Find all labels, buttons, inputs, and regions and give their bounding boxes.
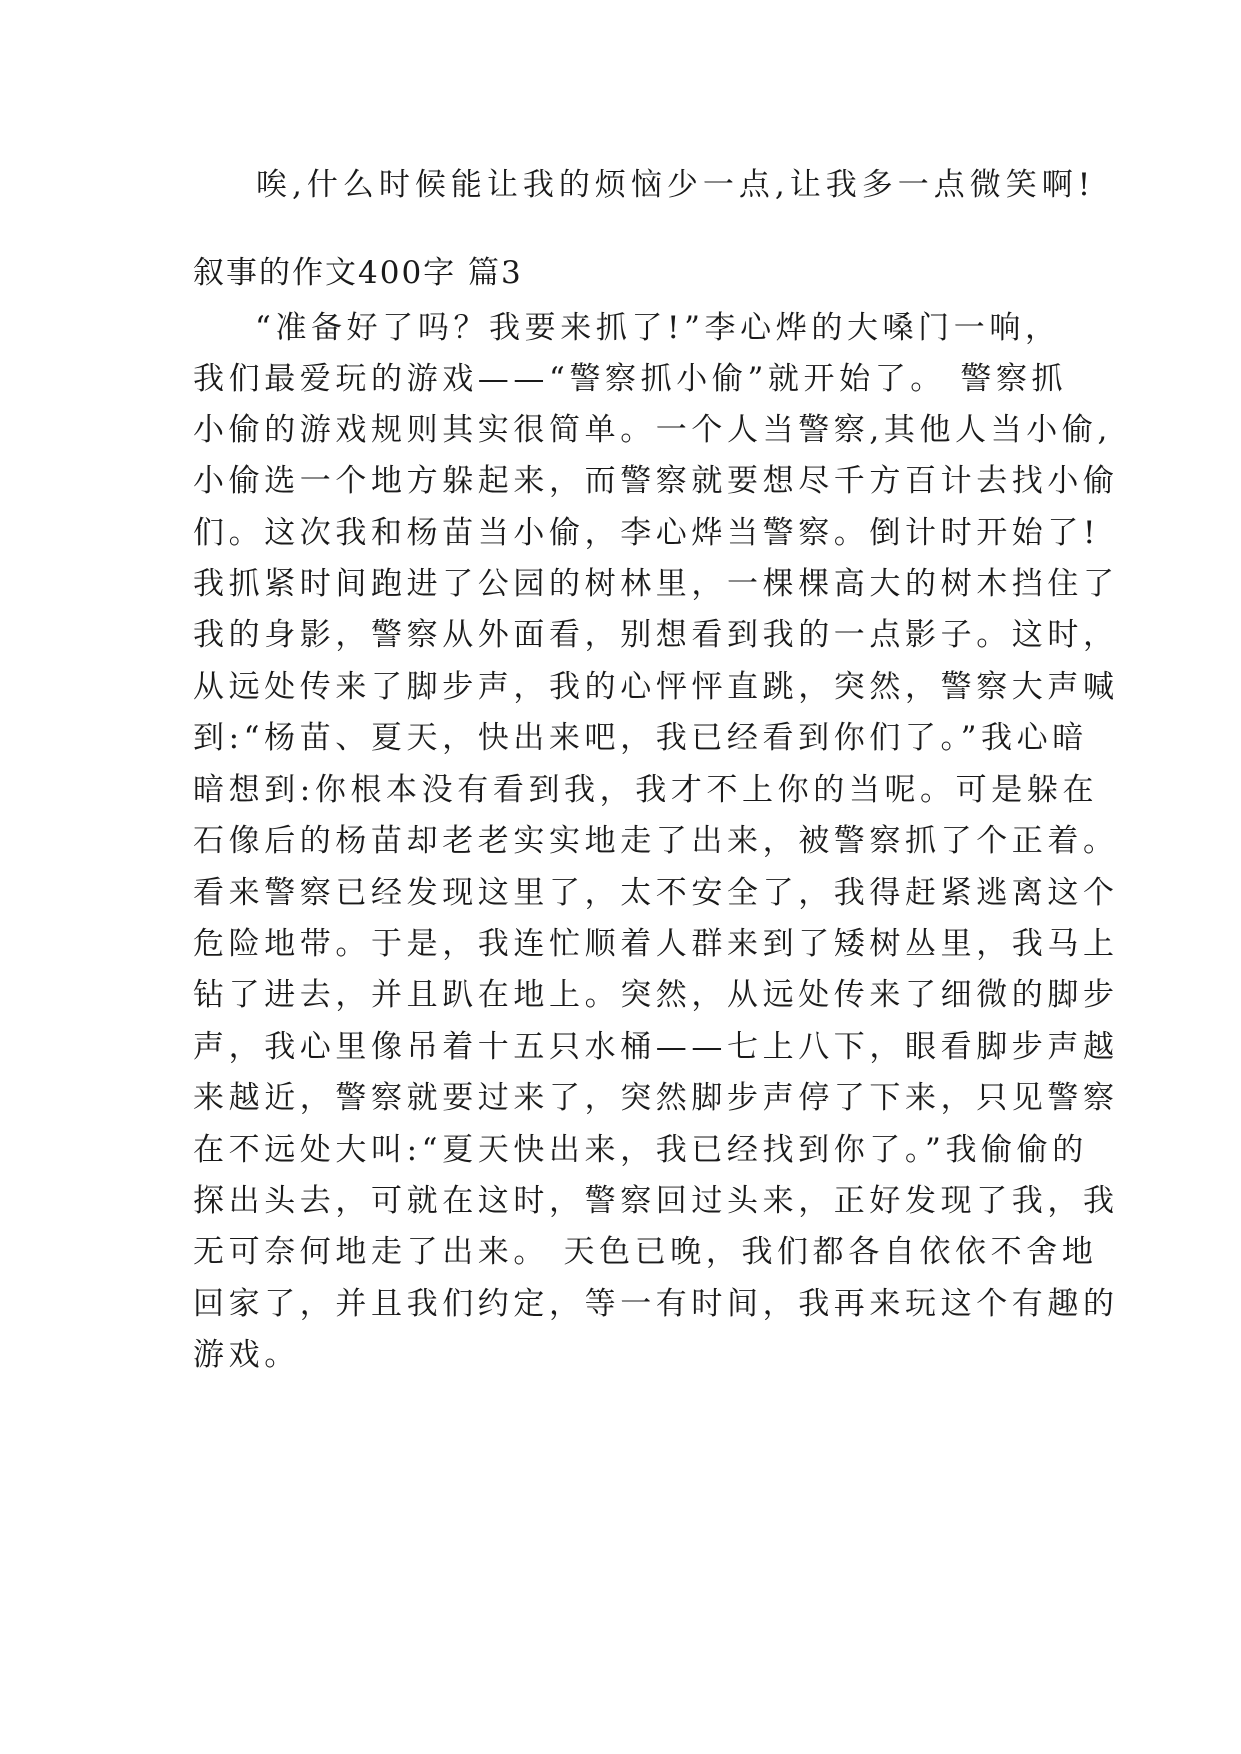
closing-line: 唉,什么时候能让我的烦恼少一点,让我多一点微笑啊! [256,167,1096,203]
essay-line: 我抓紧时间跑进了公园的树林里，一棵棵高大的树木挡住了 [193,566,1119,602]
essay-line: 危险地带。于是，我连忙顺着人群来到了矮树丛里，我马上 [193,926,1119,962]
essay-line: 声，我心里像吊着十五只水桶——七上八下，眼看脚步声越 [193,1029,1119,1065]
essay-line: 无可奈何地走了出来。 天色已晚，我们都各自依依不舍地 [193,1234,1098,1270]
section-heading: 叙事的作文400字 篇3 [193,255,523,291]
essay-line: 在不远处大叫:“夏天快出来，我已经找到你了。”我偷偷的 [193,1132,1088,1168]
essay-line: 我们最爱玩的游戏——“警察抓小偷”就开始了。 警察抓 [193,361,1068,397]
essay-line: 小偷选一个地方躲起来，而警察就要想尽千方百计去找小偷 [193,463,1119,499]
essay-line: 探出头去，可就在这时，警察回过头来，正好发现了我，我 [193,1183,1119,1219]
essay-line: 钻了进去，并且趴在地上。突然，从远处传来了细微的脚步 [193,977,1119,1013]
essay-line: 到:“杨苗、夏天，快出来吧，我已经看到你们了。”我心暗 [193,720,1088,756]
essay-line: 游戏。 [193,1337,300,1373]
essay-line: 们。这次我和杨苗当小偷，李心烨当警察。倒计时开始了! [193,515,1101,551]
essay-line: 石像后的杨苗却老老实实地走了出来，被警察抓了个正着。 [193,823,1119,859]
essay-line: 来越近，警察就要过来了，突然脚步声停了下来，只见警察 [193,1080,1119,1116]
essay-line: “准备好了吗？我要来抓了!”李心烨的大嗓门一响， [255,310,1061,346]
essay-line: 小偷的游戏规则其实很简单。一个人当警察,其他人当小偷, [193,412,1112,448]
essay-line: 暗想到:你根本没有看到我，我才不上你的当呢。可是躲在 [193,772,1099,808]
essay-line: 从远处传来了脚步声，我的心怦怦直跳，突然，警察大声喊 [193,669,1119,705]
essay-line: 回家了，并且我们约定，等一有时间，我再来玩这个有趣的 [193,1286,1119,1322]
essay-line: 看来警察已经发现这里了，太不安全了，我得赶紧逃离这个 [193,875,1119,911]
essay-line: 我的身影，警察从外面看，别想看到我的一点影子。这时， [193,617,1119,653]
